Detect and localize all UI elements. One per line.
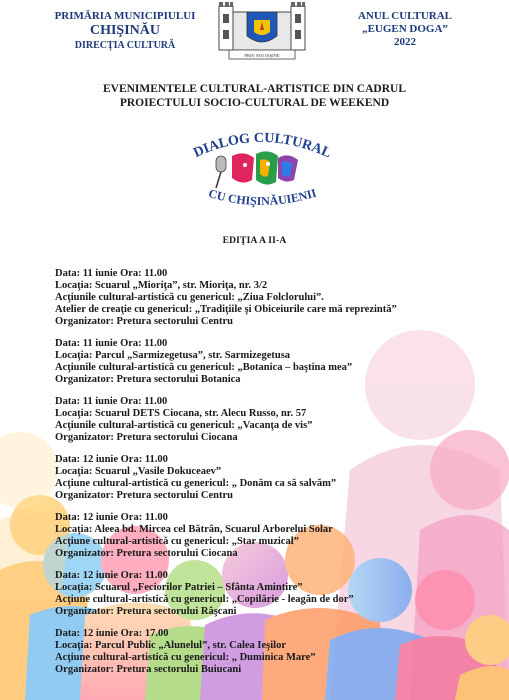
event-detail-line: Organizator: Pretura sectorului Botanica	[55, 374, 241, 385]
event-item	[55, 338, 475, 386]
event-date-label: Data:	[55, 512, 81, 523]
header-year-name: „EUGEN DOGA”	[362, 23, 448, 35]
event-item	[55, 570, 475, 618]
event-date: 11 iunie	[82, 338, 118, 349]
logo-bottom-text: CU CHIŞINĂUIENII	[206, 185, 318, 209]
event-detail-line: Locaţia: Parcul Public „Alunelul”, str. Calea Ieşilor	[55, 640, 286, 651]
event-time: 11.00	[144, 396, 168, 407]
event-detail-line: Locaţia: Parcul „Sarmizegetusa”, str. Sarmizegetusa	[55, 350, 291, 361]
dialog-cultural-logo	[160, 118, 360, 226]
header-year-title: ANUL CULTURAL	[357, 10, 453, 22]
header-left	[40, 10, 210, 52]
edition-label: EDIŢIA A II-A	[222, 236, 287, 246]
event-detail-line: Locaţia: Scuarul „Mioriţa”, str. Mioriţa, nr. 3/2	[55, 280, 268, 291]
event-detail-line: Acţiune cultural-artistică cu genericul: „ Donăm ca să salvăm”	[55, 478, 337, 489]
event-detail-line: Acţiunile cultural-artistică cu genericul: „Vacanţa de vis”	[55, 420, 313, 431]
event-date-line	[55, 338, 475, 350]
event-date-line	[55, 454, 475, 466]
header-municipality: PRIMĂRIA MUNICIPIULUI	[54, 10, 196, 22]
event-date-line	[55, 570, 475, 582]
event-date: 11 iunie	[82, 268, 118, 279]
event-detail-line: Organizator: Pretura sectorului Centru	[55, 490, 233, 501]
event-detail-line: Organizator: Pretura sectorului Ciocana	[55, 548, 238, 559]
event-date: 12 iunie	[82, 512, 119, 523]
event-time-label: Ora:	[120, 512, 143, 523]
event-time: 11.00	[144, 454, 168, 465]
city-crest-icon	[217, 0, 307, 62]
event-date-line	[55, 628, 475, 640]
event-detail-line: Locaţia: Scuarul „Vasile Dokuceaev”	[55, 466, 222, 477]
event-time-label: Ora:	[120, 570, 143, 581]
header-department: DIRECŢIA CULTURĂ	[74, 40, 176, 51]
header-city: CHIŞINĂU	[89, 23, 160, 38]
event-time: 11.00	[144, 338, 168, 349]
event-time: 11.00	[144, 512, 168, 523]
page-title-line2: PROIECTULUI SOCIO-CULTURAL DE WEEKEND	[119, 97, 390, 109]
events-list	[55, 268, 475, 686]
event-date-label: Data:	[55, 454, 81, 465]
event-date-line	[55, 396, 475, 408]
header-year: 2022	[394, 36, 416, 48]
event-detail-line: Acţiune cultural-artistică cu genericul: „Copilărie - leagăn de dor”	[55, 594, 354, 605]
event-detail-line: Acţiune cultural-artistică cu genericul: „Star muzical”	[55, 536, 299, 547]
microphone-icon	[216, 156, 226, 188]
event-date-line	[55, 268, 475, 280]
event-time-label: Ora:	[120, 454, 143, 465]
event-date: 12 iunie	[82, 454, 119, 465]
event-detail-line: Acţiunile cultural-artistică cu genericul: „Ziua Folclorului”.	[55, 292, 324, 303]
event-detail-line: Organizator: Pretura sectorului Râşcani	[55, 606, 237, 617]
logo-top-text: DIALOG CULTURAL	[191, 130, 334, 162]
event-time-label: Ora:	[120, 396, 142, 407]
event-date-label: Data:	[55, 570, 81, 581]
event-detail-line: Locaţia: Scuarul DETS Ciocana, str. Alecu Russo, nr. 57	[55, 408, 307, 419]
event-detail-line: Locaţia: Aleea bd. Mircea cel Bătrân, Scuarul Arborelui Solar	[55, 524, 333, 535]
event-item	[55, 628, 475, 676]
faces-icon	[232, 151, 298, 184]
event-time-label: Ora:	[120, 628, 143, 639]
event-detail-line: Acţiunile cultural-artistică cu genericul: „Botanica – baştina mea”	[55, 362, 353, 373]
event-detail-line: Atelier de creaţie cu genericul: „Tradiţiile şi Obiceiurile care mă reprezintă”	[55, 304, 397, 315]
event-time: 17.00	[144, 628, 169, 639]
event-detail-line: Acţiune cultural-artistică cu genericul: „ Duminica Mare”	[55, 652, 316, 663]
event-detail-line: Organizator: Pretura sectorului Ciocana	[55, 432, 238, 443]
event-item	[55, 396, 475, 444]
event-detail-line: Organizator: Pretura sectorului Centru	[55, 316, 233, 327]
event-date: 11 iunie	[82, 396, 118, 407]
crest-motto: PRIN NOI INŞINE	[244, 53, 280, 58]
page-title-line1: EVENIMENTELE CULTURAL-ARTISTICE DIN CADRUL	[102, 83, 407, 95]
event-detail-line: Organizator: Pretura sectorului Buiucani	[55, 664, 242, 675]
event-date-label: Data:	[55, 628, 81, 639]
event-date: 12 iunie	[82, 628, 119, 639]
header-right	[330, 10, 480, 49]
event-time-label: Ora:	[120, 268, 142, 279]
event-detail-line: Locaţia: Scuarul „Feciorilor Patriei – Sfânta Amintire”	[55, 582, 303, 593]
event-date-label: Data:	[55, 268, 81, 279]
event-date-label: Data:	[55, 396, 81, 407]
page-title	[20, 82, 489, 110]
event-time: 11.00	[144, 268, 168, 279]
svg-text:CU CHIŞINĂUIENII	[207, 186, 318, 208]
event-date-line	[55, 512, 475, 524]
event-item	[55, 454, 475, 502]
event-date: 12 iunie	[82, 570, 119, 581]
event-time-label: Ora:	[120, 338, 142, 349]
event-time: 11.00	[144, 570, 168, 581]
event-item	[55, 268, 475, 328]
event-date-label: Data:	[55, 338, 81, 349]
event-item	[55, 512, 475, 560]
